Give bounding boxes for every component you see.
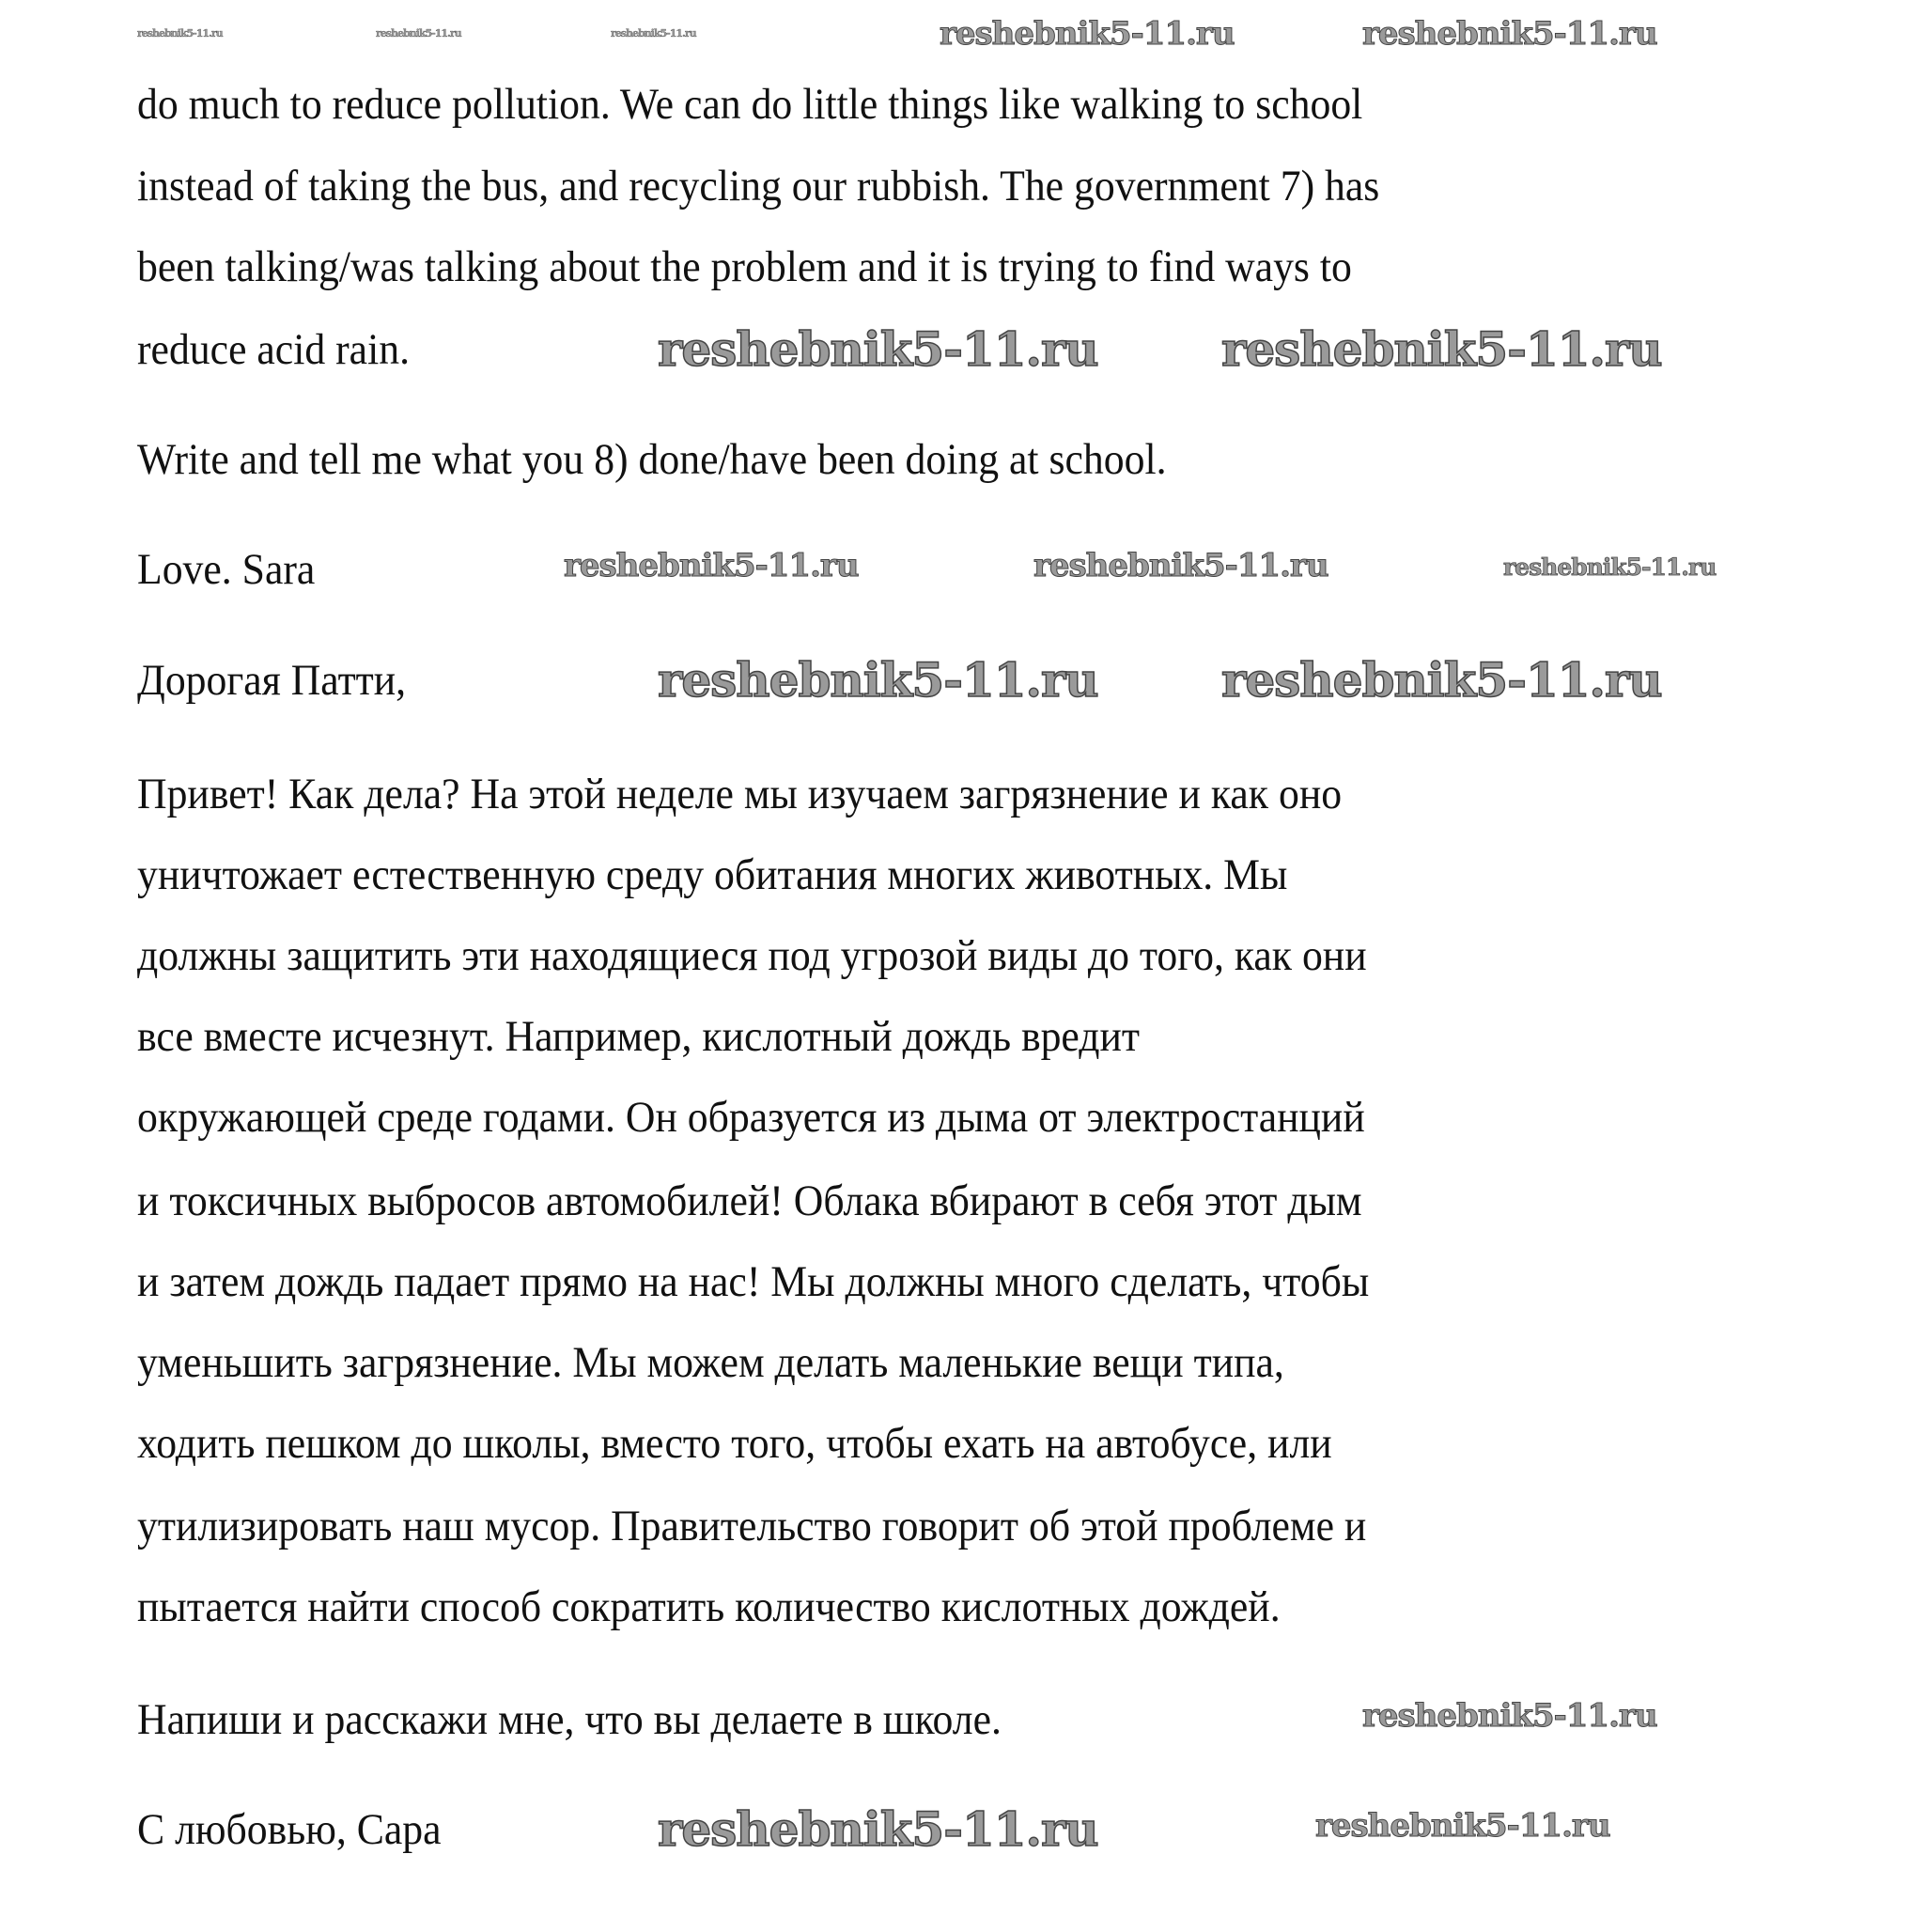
russian-greeting: Дорогая Патти, [137, 656, 407, 705]
russian-line: окружающей среде годами. Он образуется из дыма от электростанций [137, 1093, 1365, 1142]
russian-line: все вместе исчезнут. Например, кислотный дождь вредит [137, 1012, 1141, 1061]
watermark: reshebnik5-11.ru [658, 652, 1098, 708]
watermark: reshebnik5-11.ru [1503, 553, 1717, 581]
watermark: reshebnik5-11.ru [1362, 15, 1657, 53]
russian-line: пытается найти способ сократить количество кислотных дождей. [137, 1582, 1281, 1631]
watermark: reshebnik5-11.ru [658, 1801, 1098, 1857]
watermark: reshebnik5-11.ru [1362, 1697, 1657, 1735]
watermark: reshebnik5-11.ru [1315, 1807, 1610, 1845]
english-line: instead of taking the bus, and recycling our rubbish. The government 7) has [137, 162, 1380, 210]
russian-line: должны защитить эти находящиеся под угрозой виды до того, как они [137, 931, 1367, 980]
watermark: reshebnik5-11.ru [658, 321, 1098, 377]
english-line: been talking/was talking about the problem and it is trying to find ways to [137, 242, 1352, 291]
watermark: reshebnik5-11.ru [137, 27, 223, 39]
english-line: reduce acid rain. [137, 325, 411, 374]
russian-line: уничтожает естественную среду обитания многих животных. Мы [137, 850, 1288, 899]
english-closing-request: Write and tell me what you 8) done/have been doing at school. [137, 435, 1167, 484]
watermark: reshebnik5-11.ru [1033, 547, 1328, 584]
english-signoff: Love. Sara [137, 545, 316, 594]
russian-line: уменьшить загрязнение. Мы можем делать маленькие вещи типа, [137, 1338, 1284, 1387]
russian-line: утилизировать наш мусор. Правительство говорит об этой проблеме и [137, 1502, 1367, 1550]
watermark: reshebnik5-11.ru [564, 547, 859, 584]
russian-line: и затем дождь падает прямо на нас! Мы должны много сделать, чтобы [137, 1257, 1370, 1306]
russian-line: ходить пешком до школы, вместо того, чтобы ехать на автобусе, или [137, 1419, 1332, 1468]
russian-line: и токсичных выбросов автомобилей! Облака вбирают в себя этот дым [137, 1176, 1362, 1225]
watermark: reshebnik5-11.ru [376, 27, 461, 39]
watermark: reshebnik5-11.ru [611, 27, 696, 39]
watermark: reshebnik5-11.ru [1221, 652, 1662, 708]
russian-closing-request: Напиши и расскажи мне, что вы делаете в школе. [137, 1695, 1002, 1744]
russian-signoff: С любовью, Сара [137, 1805, 442, 1854]
english-line: do much to reduce pollution. We can do little things like walking to school [137, 80, 1363, 129]
watermark: reshebnik5-11.ru [1221, 321, 1662, 377]
russian-line: Привет! Как дела? На этой неделе мы изучаем загрязнение и как оно [137, 770, 1343, 818]
watermark: reshebnik5-11.ru [940, 15, 1235, 53]
